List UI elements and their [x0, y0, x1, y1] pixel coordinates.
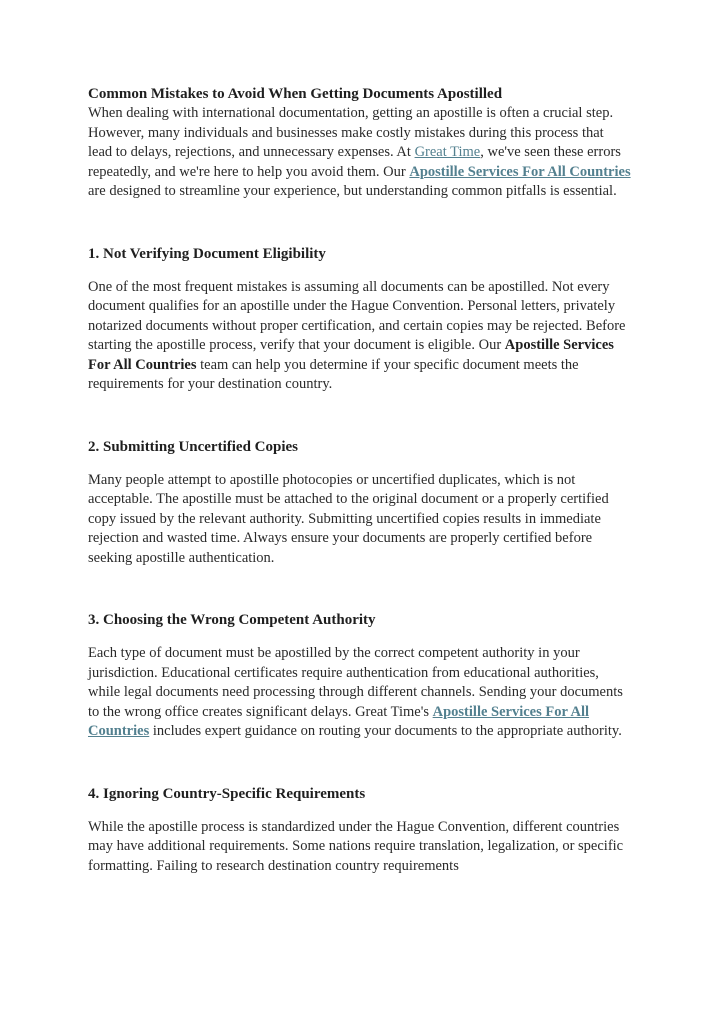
paragraph-text: One of the most frequent mistakes is assuming all documents can be apostilled. Not every document qualifies for an apostille under the Hague Convention. Personal letters, privately notarized documents without proper certification, and certain copies may be rejected. Before starting the apostille process, verify that your document is eligible. Our: [88, 278, 626, 353]
intro-paragraph: [88, 104, 631, 202]
section-1-paragraph: [88, 278, 631, 395]
section-2: [88, 437, 631, 569]
paragraph-text: Many people attempt to apostille photocopies or uncertified duplicates, which is not acceptable. The apostille must be attached to the original document or a properly certified copy issued by the relevant authority. Submitting uncertified copies results in immediate rejection and wasted time. Always ensure your documents are properly certified before seeking apostille authentication.: [88, 471, 609, 566]
section-4: [88, 784, 631, 877]
section-3-paragraph: [88, 644, 631, 742]
paragraph-text: team can help you determine if your specific document meets the requirements for your destination country.: [88, 356, 579, 392]
page-title: Common Mistakes to Avoid When Getting Documents Apostilled: [88, 86, 503, 102]
section-2-paragraph: [88, 471, 631, 569]
inline-link[interactable]: Apostille Services For All Countries: [88, 703, 590, 739]
bold-text: Apostille Services For All Countries: [88, 337, 614, 373]
section-3: [88, 610, 631, 742]
paragraph-text: , we've seen these errors repeatedly, and we're here to help you avoid them. Our: [88, 144, 621, 180]
inline-link[interactable]: Great Time: [414, 144, 481, 160]
paragraph-text: are designed to streamline your experience, but understanding common pitfalls is essential.: [88, 183, 617, 199]
section-3-heading: 3. Choosing the Wrong Competent Authority: [88, 612, 376, 628]
section-1-heading: 1. Not Verifying Document Eligibility: [88, 245, 326, 262]
section-4-paragraph: [88, 818, 631, 877]
paragraph-text: While the apostille process is standardized under the Hague Convention, different countries may have additional requirements. Some nations require translation, legalization, or specific formatting. Failing to research destination country requirements: [88, 818, 624, 874]
inline-link[interactable]: Apostille Services For All Countries: [409, 163, 631, 180]
paragraph-text: Each type of document must be apostilled by the correct competent authority in your jurisdiction. Educational certificates require authentication from educational authorities, while legal documents need processing through different channels. Sending your documents to the wrong office creates significant delays. Great Time's: [88, 645, 623, 720]
section-2-heading: 2. Submitting Uncertified Copies: [88, 438, 298, 455]
paragraph-text: When dealing with international documentation, getting an apostille is often a crucial step. However, many individuals and businesses make costly mistakes during this process that lead to delays, rejections, and unnecessary expenses. At: [88, 105, 614, 160]
section-4-heading: 4. Ignoring Country-Specific Requirements: [88, 785, 366, 802]
paragraph-text: includes expert guidance on routing your documents to the appropriate authority.: [149, 723, 622, 739]
section-1: [88, 244, 631, 395]
